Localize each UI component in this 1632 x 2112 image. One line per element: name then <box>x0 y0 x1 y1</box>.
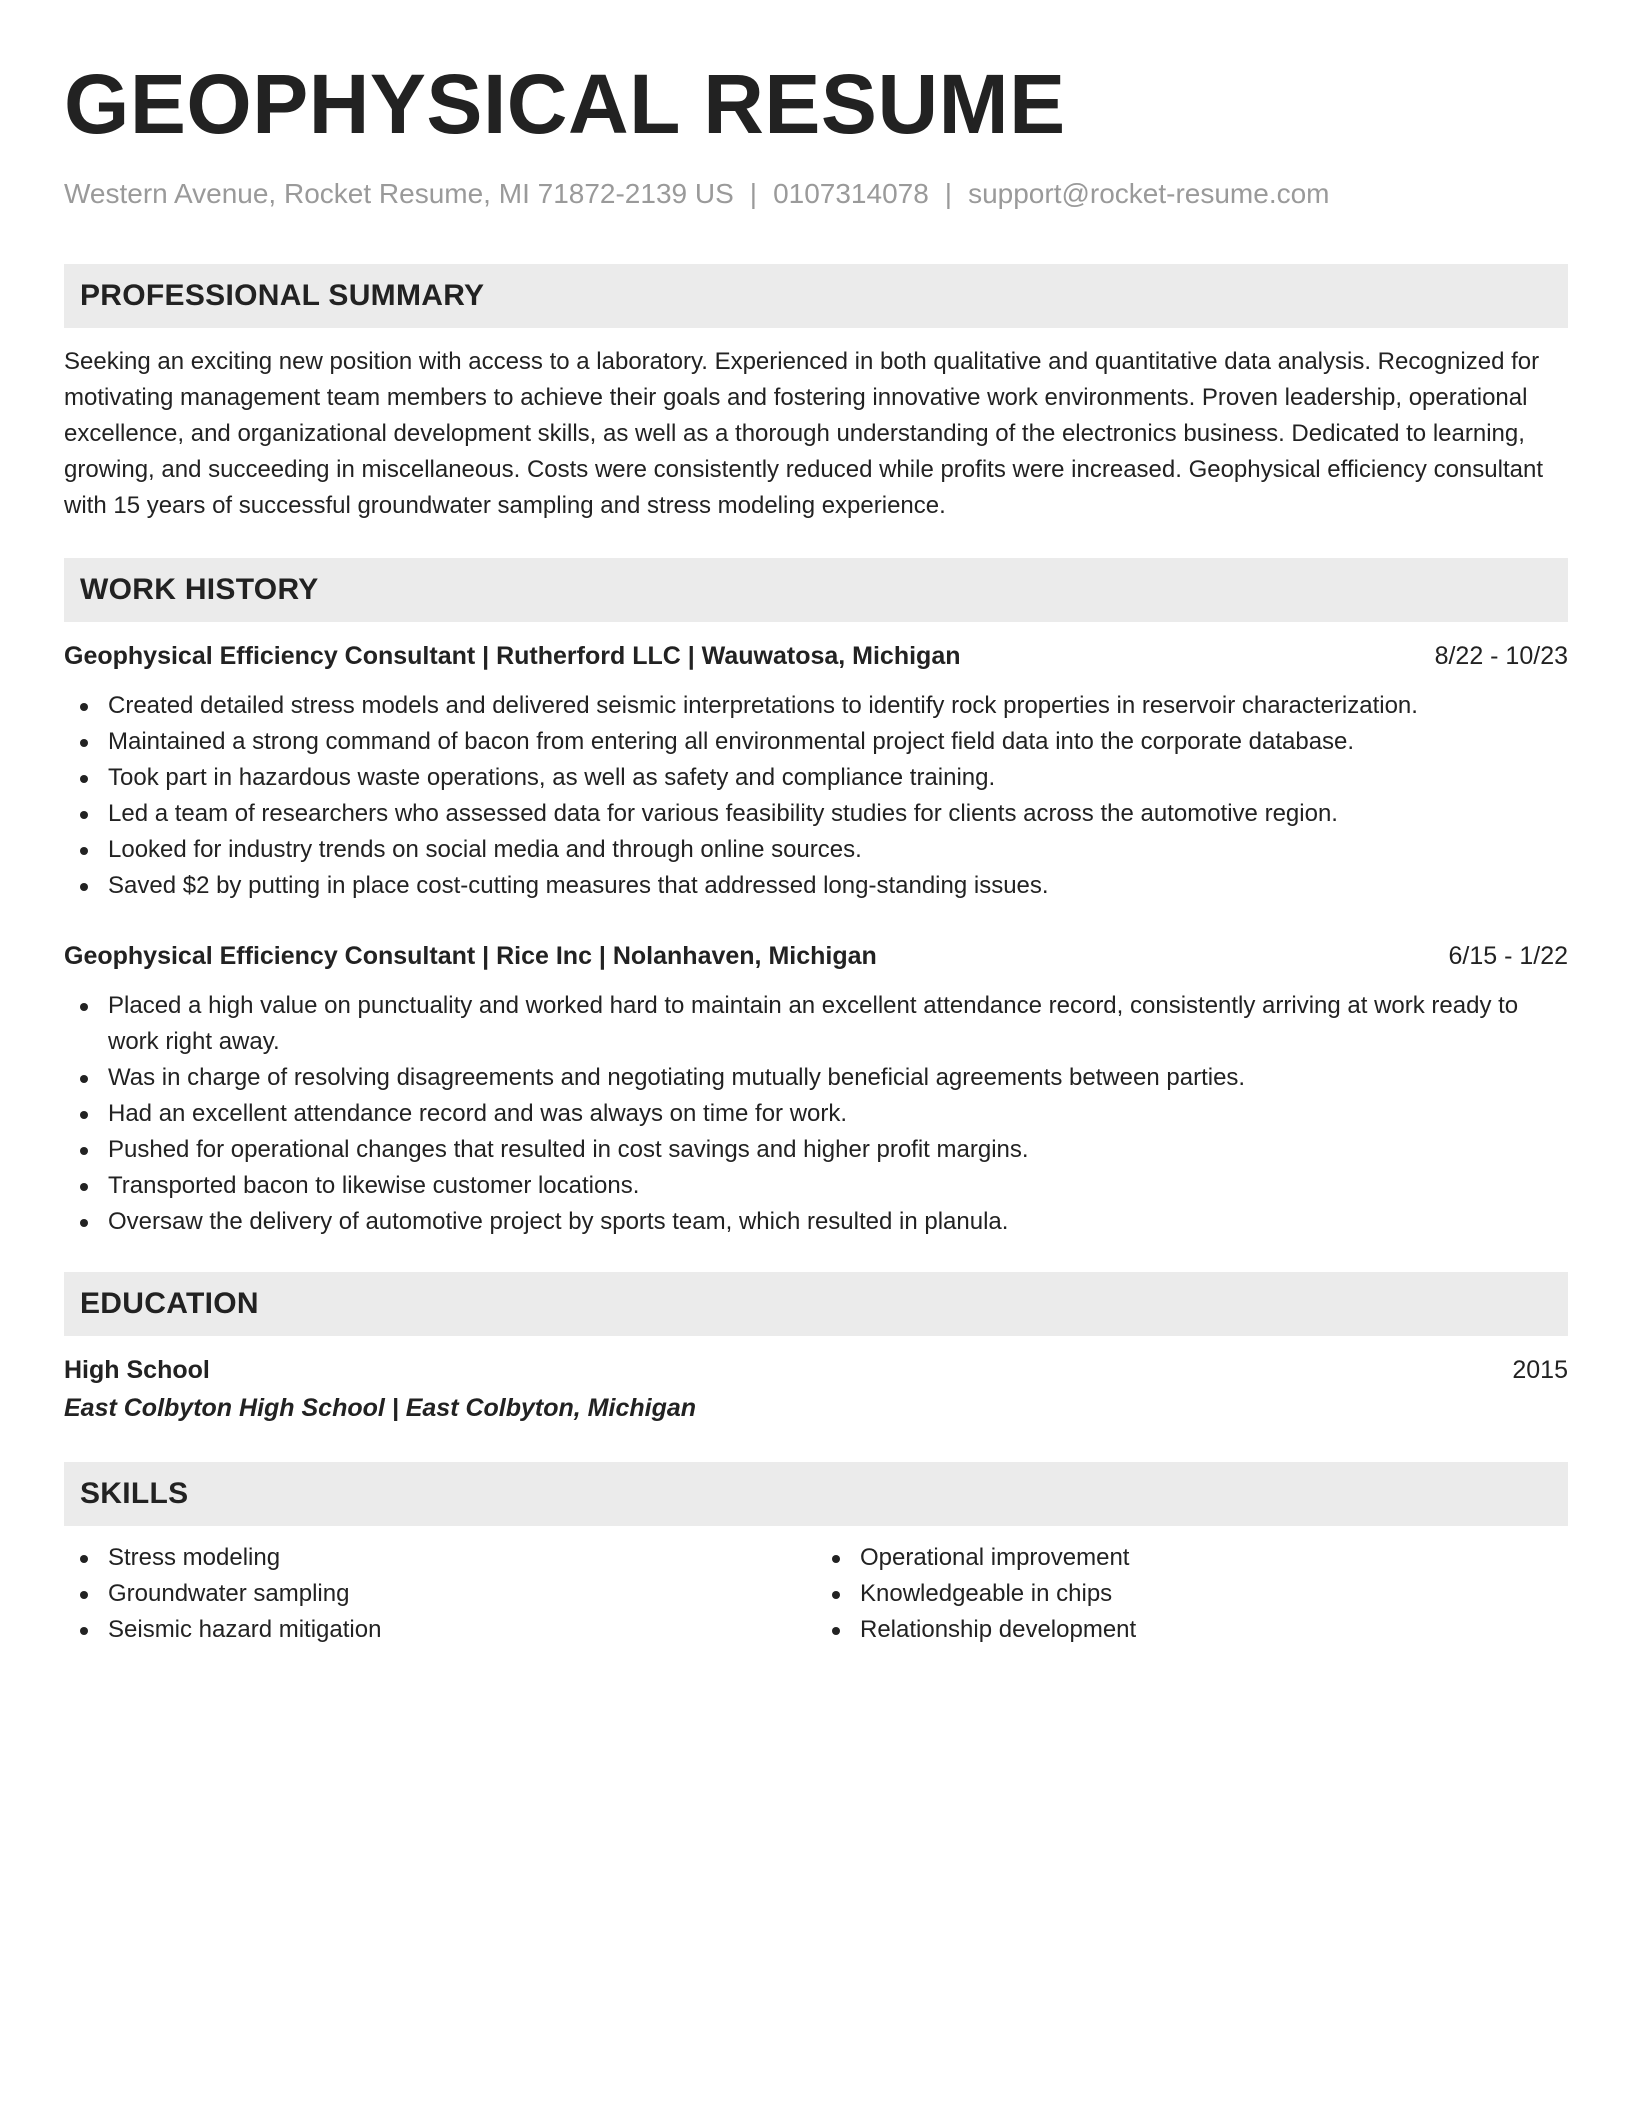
bullet-icon <box>80 811 88 819</box>
job-bullet <box>64 796 1568 832</box>
summary-text: Seeking an exciting new position with access to a laboratory. Experienced in both qualitative and quantitative data analysis. Recognized for motivating management team members to achieve their goals and fostering innovative work environments. Proven leadership, operational excellence, and organizational development skills, as well as a thorough understanding of the electronics business. Dedicated to learning, growing, and succeeding in miscellaneous. Costs were consistently reduced while profits were increased. Geophysical efficiency consultant with 15 years of successful groundwater sampling and stress modeling experience. <box>64 348 1543 519</box>
skills-column-left <box>64 1540 816 1648</box>
contact-address: Western Avenue, Rocket Resume, MI 71872-2139 US <box>64 178 734 209</box>
job-bullet-text: Had an excellent attendance record and was always on time for work. <box>108 1100 848 1127</box>
skills-column-right <box>816 1540 1568 1648</box>
skill-text: Operational improvement <box>860 1544 1130 1571</box>
education-school: East Colbyton High School | East Colbyton, Michigan <box>64 1394 697 1422</box>
skill-item <box>64 1540 816 1576</box>
section-header-education: EDUCATION <box>64 1272 1568 1336</box>
job-bullet <box>64 1096 1568 1132</box>
bullet-icon <box>80 1627 88 1635</box>
job-bullet <box>64 688 1568 724</box>
skill-text: Stress modeling <box>108 1544 281 1571</box>
job-bullet <box>64 1204 1568 1240</box>
section-header-summary: PROFESSIONAL SUMMARY <box>64 264 1568 328</box>
skills-list <box>64 1540 816 1648</box>
contact-phone: 0107314078 <box>773 178 929 209</box>
bullet-icon <box>80 739 88 747</box>
job-bullet-text: Pushed for operational changes that resulted in cost savings and higher profit margins. <box>108 1136 1029 1163</box>
education-header <box>64 1352 1568 1388</box>
job-bullet <box>64 988 1568 1060</box>
job-bullet-text: Led a team of researchers who assessed data for various feasibility studies for clients across the automotive region. <box>108 800 1338 827</box>
skill-text: Knowledgeable in chips <box>860 1580 1113 1607</box>
contact-email: support@rocket-resume.com <box>968 178 1330 209</box>
bullet-icon <box>80 1183 88 1191</box>
skill-item <box>64 1612 816 1648</box>
skills-list <box>816 1540 1568 1648</box>
bullet-icon <box>80 1147 88 1155</box>
bullet-icon <box>80 847 88 855</box>
bullet-icon <box>80 1591 88 1599</box>
job-bullet-text: Took part in hazardous waste operations, as well as safety and compliance training. <box>108 764 996 791</box>
contact-line <box>64 176 1568 212</box>
job-bullet-text: Placed a high value on punctuality and worked hard to maintain an excellent attendance record, consistently arriving at work ready to work right away. <box>108 992 1519 1055</box>
job-bullet-list <box>64 988 1568 1240</box>
bullet-icon <box>80 1003 88 1011</box>
bullet-icon <box>80 775 88 783</box>
bullet-icon <box>80 1075 88 1083</box>
contact-separator: | <box>749 178 758 209</box>
bullet-icon <box>80 883 88 891</box>
job-bullet <box>64 724 1568 760</box>
job-bullet <box>64 1168 1568 1204</box>
skill-text: Seismic hazard mitigation <box>108 1616 382 1643</box>
job-bullet-text: Oversaw the delivery of automotive project by sports team, which resulted in planula. <box>108 1208 1009 1235</box>
skill-item <box>816 1612 1568 1648</box>
job-entry <box>64 638 1568 904</box>
bullet-icon <box>832 1555 840 1563</box>
job-entry <box>64 938 1568 1240</box>
education-degree: High School <box>64 1356 210 1384</box>
bullet-icon <box>80 1555 88 1563</box>
bullet-icon <box>832 1591 840 1599</box>
contact-separator: | <box>944 178 953 209</box>
bullet-icon <box>80 703 88 711</box>
skill-item <box>816 1576 1568 1612</box>
job-bullet <box>64 1060 1568 1096</box>
job-bullet-text: Looked for industry trends on social media and through online sources. <box>108 836 862 863</box>
skill-text: Groundwater sampling <box>108 1580 350 1607</box>
job-header <box>64 938 1568 974</box>
job-dates: 6/15 - 1/22 <box>1448 942 1568 970</box>
job-bullet-text: Created detailed stress models and delivered seismic interpretations to identify rock properties in reservoir characterization. <box>108 692 1418 719</box>
job-bullet-text: Transported bacon to likewise customer locations. <box>108 1172 640 1199</box>
skill-item <box>816 1540 1568 1576</box>
education-year: 2015 <box>1512 1356 1568 1384</box>
bullet-icon <box>832 1627 840 1635</box>
resume-title: GEOPHYSICAL RESUME <box>64 57 1066 151</box>
section-header-work-history: WORK HISTORY <box>64 558 1568 622</box>
job-bullet <box>64 868 1568 904</box>
job-header <box>64 638 1568 674</box>
skills-grid <box>64 1540 1568 1648</box>
job-bullet-text: Saved $2 by putting in place cost-cutting measures that addressed long-standing issues. <box>108 872 1049 899</box>
bullet-icon <box>80 1219 88 1227</box>
job-dates: 8/22 - 10/23 <box>1434 642 1568 670</box>
job-bullet <box>64 1132 1568 1168</box>
section-header-skills: SKILLS <box>64 1462 1568 1526</box>
job-title: Geophysical Efficiency Consultant | Rice Inc | Nolanhaven, Michigan <box>64 942 877 970</box>
job-bullet-list <box>64 688 1568 904</box>
job-bullet <box>64 760 1568 796</box>
job-bullet <box>64 832 1568 868</box>
job-bullet-text: Maintained a strong command of bacon from entering all environmental project field data into the corporate database. <box>108 728 1355 755</box>
job-bullet-text: Was in charge of resolving disagreements and negotiating mutually beneficial agreements between parties. <box>108 1064 1246 1091</box>
skill-item <box>64 1576 816 1612</box>
job-title: Geophysical Efficiency Consultant | Rutherford LLC | Wauwatosa, Michigan <box>64 642 961 670</box>
bullet-icon <box>80 1111 88 1119</box>
skill-text: Relationship development <box>860 1616 1137 1643</box>
